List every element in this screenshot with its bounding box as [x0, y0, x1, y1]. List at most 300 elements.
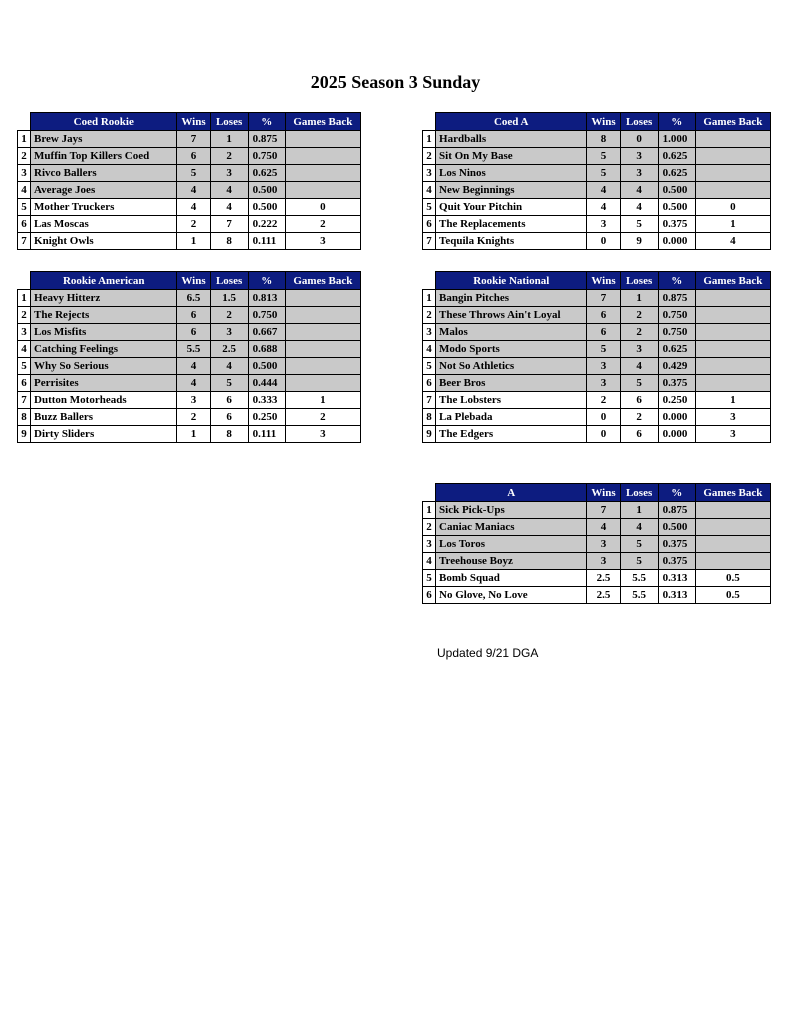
team-row — [18, 375, 361, 392]
rank-cell: 2 — [423, 519, 436, 536]
rank-cell: 3 — [18, 165, 31, 182]
wins-cell: 7 — [587, 502, 620, 519]
team-name-cell: Heavy Hitterz — [31, 290, 177, 307]
games-back-cell — [695, 324, 770, 341]
games-back-cell: 3 — [285, 233, 360, 250]
rank-cell: 2 — [18, 148, 31, 165]
rank-cell: 7 — [423, 233, 436, 250]
team-row — [423, 536, 771, 553]
wins-cell: 6 — [587, 324, 620, 341]
wins-header: Wins — [587, 272, 620, 290]
wins-cell: 3 — [587, 536, 620, 553]
wins-cell: 0 — [587, 409, 620, 426]
pct-cell: 0.750 — [248, 307, 285, 324]
team-row — [423, 426, 771, 443]
games-back-cell: 0.5 — [695, 587, 770, 604]
loses-cell: 4 — [620, 358, 658, 375]
games-back-cell — [695, 553, 770, 570]
rank-cell: 6 — [423, 375, 436, 392]
loses-cell: 6 — [620, 426, 658, 443]
rank-cell: 1 — [423, 131, 436, 148]
team-row — [423, 290, 771, 307]
wins-cell: 3 — [587, 553, 620, 570]
pct-cell: 0.625 — [658, 165, 695, 182]
team-row — [423, 570, 771, 587]
loses-cell: 4 — [620, 199, 658, 216]
loses-cell: 3 — [210, 165, 248, 182]
pct-cell: 0.625 — [658, 341, 695, 358]
rank-cell: 6 — [18, 375, 31, 392]
team-row — [423, 502, 771, 519]
rank-cell: 6 — [18, 216, 31, 233]
wins-cell: 3 — [587, 358, 620, 375]
wins-cell: 4 — [177, 358, 210, 375]
team-row — [18, 307, 361, 324]
pct-cell: 0.750 — [248, 148, 285, 165]
games-back-cell — [285, 148, 360, 165]
team-row — [423, 375, 771, 392]
pct-cell: 0.429 — [658, 358, 695, 375]
team-name-cell: Bomb Squad — [436, 570, 587, 587]
division-name: Coed Rookie — [31, 113, 177, 131]
games-back-header: Games Back — [695, 484, 770, 502]
team-row — [18, 216, 361, 233]
team-row — [423, 165, 771, 182]
loses-cell: 6 — [620, 392, 658, 409]
rank-header — [18, 272, 31, 290]
pct-cell: 0.000 — [658, 409, 695, 426]
games-back-cell — [285, 307, 360, 324]
division-name: Rookie American — [31, 272, 177, 290]
pct-cell: 0.111 — [248, 233, 285, 250]
team-row — [18, 409, 361, 426]
loses-cell: 8 — [210, 426, 248, 443]
pct-cell: 1.000 — [658, 131, 695, 148]
loses-cell: 4 — [620, 519, 658, 536]
team-name-cell: Malos — [436, 324, 587, 341]
wins-cell: 5 — [587, 165, 620, 182]
loses-cell: 2.5 — [210, 341, 248, 358]
team-row — [423, 216, 771, 233]
team-name-cell: The Replacements — [436, 216, 587, 233]
wins-cell: 1 — [177, 233, 210, 250]
loses-cell: 6 — [210, 392, 248, 409]
pct-cell: 0.875 — [248, 131, 285, 148]
wins-cell: 5.5 — [177, 341, 210, 358]
team-name-cell: Hardballs — [436, 131, 587, 148]
games-back-cell: 0 — [285, 199, 360, 216]
pct-cell: 0.222 — [248, 216, 285, 233]
pct-cell: 0.333 — [248, 392, 285, 409]
games-back-cell: 0 — [695, 199, 770, 216]
team-row — [423, 358, 771, 375]
standings-table-a — [422, 483, 771, 604]
page-title: 2025 Season 3 Sunday — [310, 72, 481, 92]
pct-cell: 0.375 — [658, 216, 695, 233]
wins-cell: 0 — [587, 233, 620, 250]
pct-header: % — [248, 113, 285, 131]
pct-cell: 0.813 — [248, 290, 285, 307]
wins-cell: 6 — [177, 324, 210, 341]
standings-table-coed-rookie — [17, 112, 361, 250]
team-name-cell: Brew Jays — [31, 131, 177, 148]
team-row — [423, 587, 771, 604]
wins-cell: 8 — [587, 131, 620, 148]
wins-cell: 7 — [587, 290, 620, 307]
wins-cell: 3 — [177, 392, 210, 409]
games-back-cell: 1 — [695, 216, 770, 233]
wins-header: Wins — [587, 113, 620, 131]
games-back-cell — [695, 502, 770, 519]
rank-cell: 2 — [18, 307, 31, 324]
division-name: Coed A — [436, 113, 587, 131]
rank-cell: 5 — [423, 199, 436, 216]
header-row — [423, 113, 771, 131]
games-back-cell — [695, 375, 770, 392]
rank-cell: 1 — [423, 502, 436, 519]
rank-cell: 6 — [423, 587, 436, 604]
header-row — [423, 272, 771, 290]
wins-cell: 6 — [177, 307, 210, 324]
standings-table-coed-a — [422, 112, 771, 250]
pct-cell: 0.500 — [248, 358, 285, 375]
rank-cell: 4 — [18, 341, 31, 358]
games-back-cell — [695, 165, 770, 182]
loses-cell: 2 — [620, 324, 658, 341]
wins-cell: 2 — [177, 409, 210, 426]
wins-cell: 5 — [587, 148, 620, 165]
pct-cell: 0.750 — [658, 307, 695, 324]
pct-cell: 0.500 — [248, 182, 285, 199]
rank-header — [423, 113, 436, 131]
games-back-header: Games Back — [695, 272, 770, 290]
team-name-cell: Beer Bros — [436, 375, 587, 392]
loses-cell: 1.5 — [210, 290, 248, 307]
wins-cell: 4 — [587, 182, 620, 199]
games-back-cell — [695, 358, 770, 375]
games-back-cell: 0.5 — [695, 570, 770, 587]
team-row — [18, 358, 361, 375]
pct-cell: 0.111 — [248, 426, 285, 443]
team-row — [423, 182, 771, 199]
games-back-cell — [695, 307, 770, 324]
team-name-cell: La Plebada — [436, 409, 587, 426]
pct-cell: 0.667 — [248, 324, 285, 341]
wins-header: Wins — [587, 484, 620, 502]
pct-cell: 0.375 — [658, 553, 695, 570]
rank-cell: 9 — [18, 426, 31, 443]
team-row — [423, 131, 771, 148]
pct-cell: 0.688 — [248, 341, 285, 358]
rank-cell: 5 — [18, 199, 31, 216]
loses-header: Loses — [210, 272, 248, 290]
rank-cell: 6 — [423, 216, 436, 233]
team-name-cell: Knight Owls — [31, 233, 177, 250]
games-back-cell — [285, 358, 360, 375]
pct-header: % — [658, 272, 695, 290]
team-row — [18, 165, 361, 182]
wins-cell: 2 — [177, 216, 210, 233]
loses-cell: 3 — [620, 341, 658, 358]
loses-cell: 4 — [210, 182, 248, 199]
header-row — [18, 272, 361, 290]
team-row — [423, 148, 771, 165]
team-name-cell: Buzz Ballers — [31, 409, 177, 426]
team-name-cell: Los Ninos — [436, 165, 587, 182]
wins-cell: 4 — [587, 199, 620, 216]
pct-cell: 0.500 — [248, 199, 285, 216]
wins-cell: 4 — [177, 182, 210, 199]
division-name: Rookie National — [436, 272, 587, 290]
wins-cell: 4 — [177, 375, 210, 392]
team-name-cell: Treehouse Boyz — [436, 553, 587, 570]
rank-cell: 8 — [18, 409, 31, 426]
loses-cell: 2 — [620, 409, 658, 426]
team-row — [423, 553, 771, 570]
pct-cell: 0.000 — [658, 426, 695, 443]
games-back-cell — [695, 519, 770, 536]
games-back-header: Games Back — [285, 272, 360, 290]
wins-cell: 4 — [177, 199, 210, 216]
division-name: A — [436, 484, 587, 502]
team-row — [18, 341, 361, 358]
rank-cell: 4 — [423, 341, 436, 358]
rank-cell: 2 — [423, 307, 436, 324]
team-row — [423, 233, 771, 250]
team-name-cell: New Beginnings — [436, 182, 587, 199]
games-back-cell — [695, 536, 770, 553]
team-name-cell: Perrisites — [31, 375, 177, 392]
loses-cell: 0 — [620, 131, 658, 148]
pct-cell: 0.500 — [658, 182, 695, 199]
games-back-cell: 3 — [285, 426, 360, 443]
loses-cell: 2 — [210, 148, 248, 165]
pct-cell: 0.750 — [658, 324, 695, 341]
team-name-cell: Caniac Maniacs — [436, 519, 587, 536]
wins-cell: 7 — [177, 131, 210, 148]
team-row — [423, 392, 771, 409]
team-row — [18, 182, 361, 199]
standings-table-rookie-national — [422, 271, 771, 443]
wins-cell: 2 — [587, 392, 620, 409]
team-name-cell: Quit Your Pitchin — [436, 199, 587, 216]
loses-cell: 1 — [210, 131, 248, 148]
loses-cell: 6 — [210, 409, 248, 426]
pct-cell: 0.375 — [658, 536, 695, 553]
games-back-cell: 3 — [695, 426, 770, 443]
rank-cell: 7 — [18, 392, 31, 409]
wins-header: Wins — [177, 272, 210, 290]
games-back-cell: 2 — [285, 409, 360, 426]
pct-cell: 0.313 — [658, 570, 695, 587]
games-back-cell — [695, 182, 770, 199]
team-name-cell: Why So Serious — [31, 358, 177, 375]
wins-cell: 5 — [587, 341, 620, 358]
loses-cell: 3 — [210, 324, 248, 341]
pct-header: % — [658, 484, 695, 502]
loses-cell: 5.5 — [620, 587, 658, 604]
games-back-cell — [285, 131, 360, 148]
team-row — [423, 324, 771, 341]
rank-cell: 1 — [423, 290, 436, 307]
team-row — [18, 148, 361, 165]
pct-cell: 0.875 — [658, 502, 695, 519]
pct-cell: 0.625 — [248, 165, 285, 182]
loses-cell: 9 — [620, 233, 658, 250]
wins-cell: 6.5 — [177, 290, 210, 307]
wins-cell: 0 — [587, 426, 620, 443]
games-back-cell — [285, 290, 360, 307]
rank-cell: 3 — [423, 536, 436, 553]
team-name-cell: Tequila Knights — [436, 233, 587, 250]
team-name-cell: Dirty Sliders — [31, 426, 177, 443]
wins-cell: 2.5 — [587, 570, 620, 587]
team-name-cell: Rivco Ballers — [31, 165, 177, 182]
pct-cell: 0.250 — [248, 409, 285, 426]
wins-cell: 6 — [587, 307, 620, 324]
rank-header — [423, 484, 436, 502]
games-back-cell — [695, 290, 770, 307]
team-row — [423, 409, 771, 426]
pct-cell: 0.250 — [658, 392, 695, 409]
team-row — [18, 324, 361, 341]
games-back-cell: 3 — [695, 409, 770, 426]
rank-cell: 4 — [18, 182, 31, 199]
loses-cell: 1 — [620, 502, 658, 519]
updated-note: Updated 9/21 DGA — [437, 646, 539, 660]
team-name-cell: Average Joes — [31, 182, 177, 199]
rank-cell: 5 — [423, 570, 436, 587]
wins-cell: 4 — [587, 519, 620, 536]
games-back-header: Games Back — [695, 113, 770, 131]
rank-cell: 1 — [18, 290, 31, 307]
loses-header: Loses — [620, 484, 658, 502]
wins-cell: 3 — [587, 216, 620, 233]
pct-cell: 0.444 — [248, 375, 285, 392]
rank-cell: 8 — [423, 409, 436, 426]
loses-cell: 5 — [620, 553, 658, 570]
pct-cell: 0.500 — [658, 519, 695, 536]
team-row — [18, 290, 361, 307]
loses-cell: 2 — [210, 307, 248, 324]
loses-cell: 8 — [210, 233, 248, 250]
wins-cell: 6 — [177, 148, 210, 165]
loses-cell: 4 — [620, 182, 658, 199]
pct-cell: 0.000 — [658, 233, 695, 250]
games-back-cell — [695, 148, 770, 165]
rank-header — [423, 272, 436, 290]
loses-cell: 3 — [620, 165, 658, 182]
team-name-cell: These Throws Ain't Loyal — [436, 307, 587, 324]
loses-cell: 4 — [210, 358, 248, 375]
pct-cell: 0.625 — [658, 148, 695, 165]
rank-cell: 9 — [423, 426, 436, 443]
team-name-cell: Modo Sports — [436, 341, 587, 358]
team-row — [423, 199, 771, 216]
standings-table-rookie-american — [17, 271, 361, 443]
rank-cell: 3 — [18, 324, 31, 341]
loses-cell: 5 — [210, 375, 248, 392]
wins-cell: 5 — [177, 165, 210, 182]
wins-cell: 1 — [177, 426, 210, 443]
team-name-cell: No Glove, No Love — [436, 587, 587, 604]
loses-header: Loses — [620, 113, 658, 131]
games-back-header: Games Back — [285, 113, 360, 131]
games-back-cell — [695, 341, 770, 358]
team-row — [18, 233, 361, 250]
pct-header: % — [248, 272, 285, 290]
pct-header: % — [658, 113, 695, 131]
loses-header: Loses — [620, 272, 658, 290]
pct-cell: 0.875 — [658, 290, 695, 307]
pct-cell: 0.313 — [658, 587, 695, 604]
rank-cell: 3 — [423, 165, 436, 182]
team-row — [423, 341, 771, 358]
header-row — [423, 484, 771, 502]
games-back-cell: 2 — [285, 216, 360, 233]
team-name-cell: Las Moscas — [31, 216, 177, 233]
loses-cell: 4 — [210, 199, 248, 216]
loses-cell: 5.5 — [620, 570, 658, 587]
team-name-cell: Sit On My Base — [436, 148, 587, 165]
games-back-cell — [285, 182, 360, 199]
games-back-cell: 1 — [695, 392, 770, 409]
wins-cell: 2.5 — [587, 587, 620, 604]
rank-header — [18, 113, 31, 131]
team-name-cell: The Edgers — [436, 426, 587, 443]
team-name-cell: Catching Feelings — [31, 341, 177, 358]
team-name-cell: The Rejects — [31, 307, 177, 324]
loses-cell: 1 — [620, 290, 658, 307]
games-back-cell — [285, 375, 360, 392]
team-row — [423, 307, 771, 324]
team-name-cell: The Lobsters — [436, 392, 587, 409]
loses-cell: 5 — [620, 536, 658, 553]
team-name-cell: Not So Athletics — [436, 358, 587, 375]
header-row — [18, 113, 361, 131]
team-row — [423, 519, 771, 536]
rank-cell: 4 — [423, 182, 436, 199]
team-name-cell: Muffin Top Killers Coed — [31, 148, 177, 165]
loses-cell: 2 — [620, 307, 658, 324]
pct-cell: 0.375 — [658, 375, 695, 392]
team-row — [18, 392, 361, 409]
team-row — [18, 426, 361, 443]
team-name-cell: Bangin Pitches — [436, 290, 587, 307]
games-back-cell — [285, 324, 360, 341]
team-name-cell: Dutton Motorheads — [31, 392, 177, 409]
games-back-cell: 4 — [695, 233, 770, 250]
rank-cell: 3 — [423, 324, 436, 341]
rank-cell: 1 — [18, 131, 31, 148]
rank-cell: 5 — [423, 358, 436, 375]
rank-cell: 4 — [423, 553, 436, 570]
loses-cell: 5 — [620, 216, 658, 233]
rank-cell: 5 — [18, 358, 31, 375]
loses-cell: 5 — [620, 375, 658, 392]
team-name-cell: Los Misfits — [31, 324, 177, 341]
team-row — [18, 131, 361, 148]
games-back-cell — [695, 131, 770, 148]
wins-cell: 3 — [587, 375, 620, 392]
rank-cell: 2 — [423, 148, 436, 165]
rank-cell: 7 — [423, 392, 436, 409]
loses-cell: 7 — [210, 216, 248, 233]
games-back-cell: 1 — [285, 392, 360, 409]
games-back-cell — [285, 165, 360, 182]
team-name-cell: Los Toros — [436, 536, 587, 553]
games-back-cell — [285, 341, 360, 358]
